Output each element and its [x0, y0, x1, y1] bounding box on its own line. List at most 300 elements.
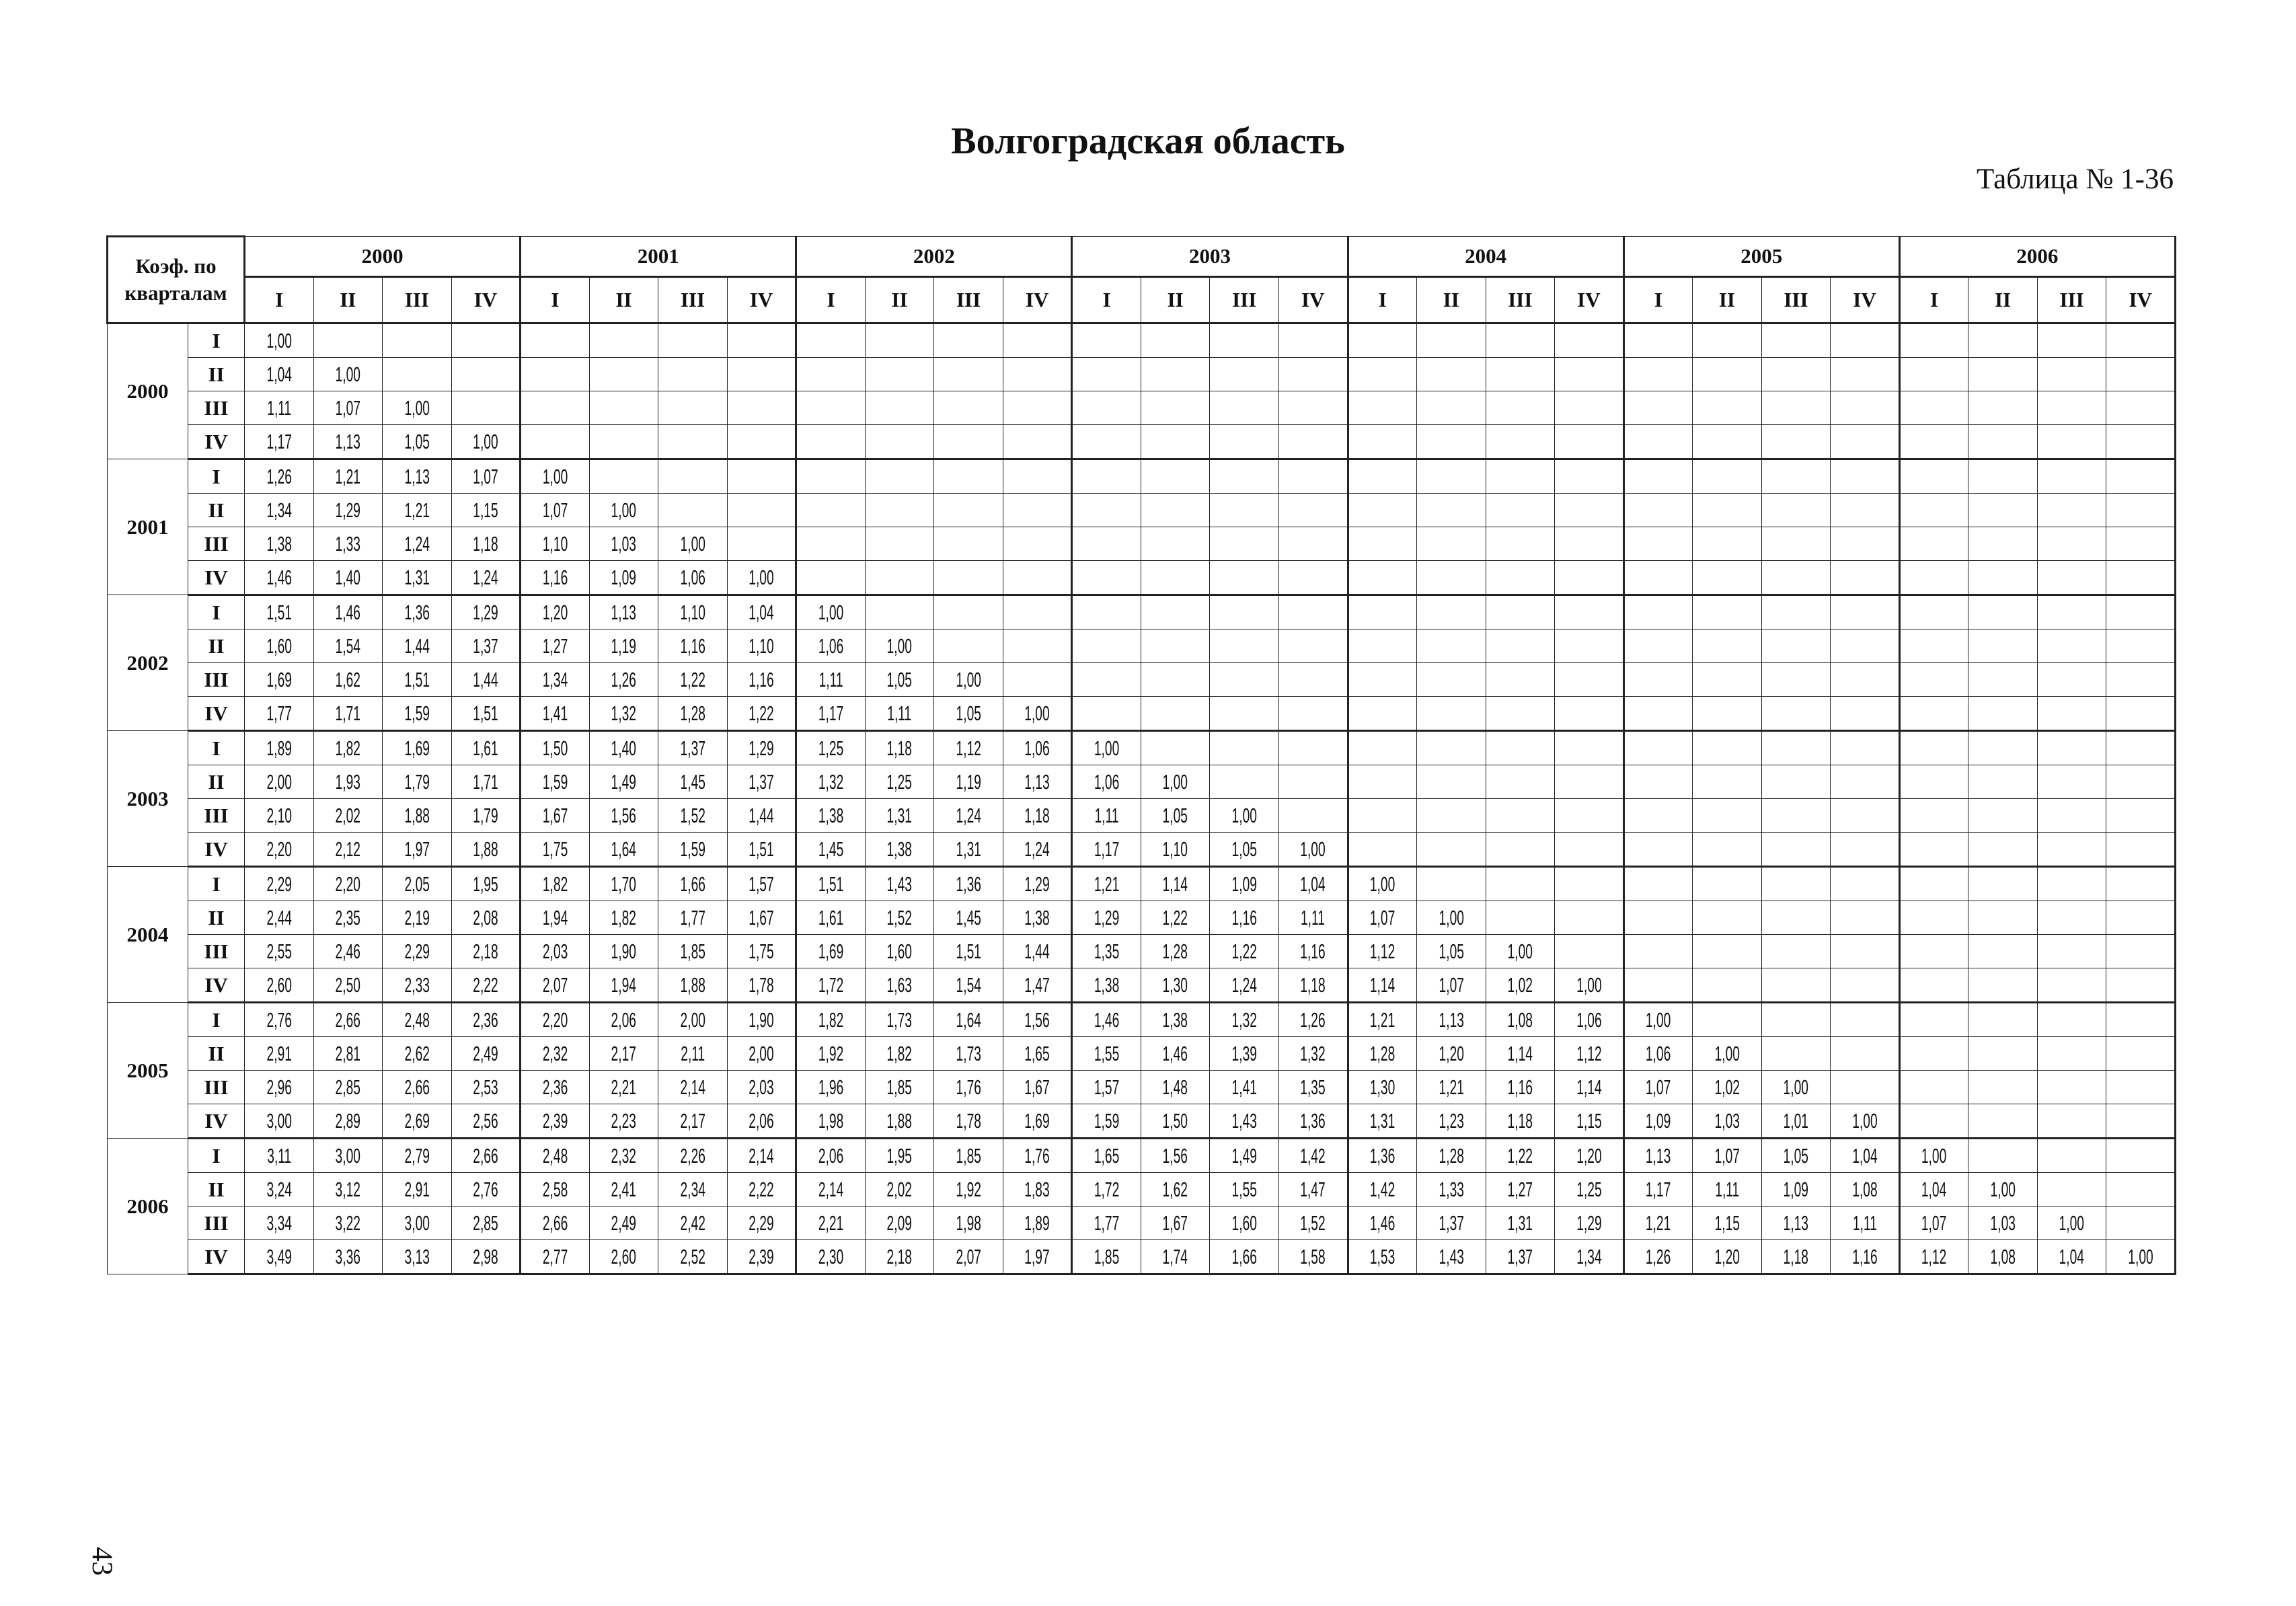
table-cell: 1,00 — [1568, 968, 1611, 1003]
table-cell: 2,46 — [327, 935, 370, 968]
row-quarter-label: III — [188, 391, 245, 425]
row-quarter-label: I — [188, 459, 245, 494]
table-cell — [1775, 867, 1818, 901]
table-cell — [1913, 425, 1956, 459]
table-cell — [1775, 527, 1818, 561]
table-cell — [1223, 697, 1266, 731]
table-cell: 1,93 — [327, 765, 370, 799]
table-cell — [1154, 323, 1197, 358]
row-quarter-label: IV — [188, 425, 245, 459]
table-cell — [1568, 629, 1611, 663]
table-cell — [947, 494, 990, 527]
table-cell — [1913, 1037, 1956, 1071]
table-cell: 1,50 — [533, 731, 576, 765]
table-cell: 1,45 — [809, 833, 852, 867]
table-cell — [1085, 663, 1128, 697]
coefficient-table — [106, 235, 2176, 1275]
table-cell: 1,07 — [1361, 901, 1404, 935]
table-cell — [2051, 1071, 2094, 1104]
table-cell — [1637, 901, 1680, 935]
table-cell — [1292, 561, 1335, 595]
table-cell — [1706, 765, 1749, 799]
table-cell — [1637, 595, 1680, 629]
table-cell — [1981, 833, 2024, 867]
row-quarter-label: IV — [188, 1240, 245, 1274]
table-cell: 1,16 — [1223, 901, 1266, 935]
table-cell: 2,49 — [465, 1037, 508, 1071]
table-cell: 2,19 — [395, 901, 438, 935]
table-cell: 2,91 — [258, 1037, 301, 1071]
table-cell: 1,46 — [1154, 1037, 1197, 1071]
table-cell: 1,36 — [947, 867, 990, 901]
table-cell: 1,24 — [947, 799, 990, 833]
table-cell — [1499, 765, 1542, 799]
row-quarter-label: III — [188, 527, 245, 561]
row-quarter-label: III — [188, 663, 245, 697]
table-cell — [2119, 799, 2162, 833]
table-cell — [1499, 833, 1542, 867]
table-row — [108, 425, 2176, 459]
table-cell: 2,52 — [671, 1240, 714, 1274]
table-cell: 1,07 — [327, 391, 370, 425]
table-cell: 3,22 — [327, 1207, 370, 1240]
table-cell: 2,08 — [465, 901, 508, 935]
table-cell — [1843, 391, 1886, 425]
table-cell: 1,31 — [395, 561, 438, 595]
table-cell: 1,56 — [1154, 1139, 1197, 1173]
table-cell — [1637, 799, 1680, 833]
table-cell: 1,09 — [1223, 867, 1266, 901]
table-cell — [1154, 697, 1197, 731]
table-cell — [671, 459, 714, 494]
table-cell: 1,22 — [1499, 1139, 1542, 1173]
table-cell — [878, 323, 921, 358]
table-cell: 1,00 — [1706, 1037, 1749, 1071]
table-cell: 1,38 — [878, 833, 921, 867]
table-cell: 1,12 — [947, 731, 990, 765]
table-cell — [1016, 425, 1059, 459]
table-cell — [1775, 765, 1818, 799]
table-cell — [809, 459, 852, 494]
table-cell: 2,09 — [878, 1207, 921, 1240]
table-cell: 1,25 — [878, 765, 921, 799]
table-cell — [1775, 697, 1818, 731]
table-cell — [1292, 494, 1335, 527]
table-cell — [1913, 595, 1956, 629]
row-quarter-label: IV — [188, 968, 245, 1003]
table-cell — [740, 494, 783, 527]
table-cell: 1,35 — [1085, 935, 1128, 968]
table-cell: 1,24 — [465, 561, 508, 595]
table-cell — [1706, 527, 1749, 561]
table-cell — [947, 391, 990, 425]
table-cell — [1430, 323, 1473, 358]
table-cell — [878, 527, 921, 561]
table-cell: 1,00 — [1775, 1071, 1818, 1104]
table-cell: 1,29 — [465, 595, 508, 629]
table-cell: 1,00 — [1085, 731, 1128, 765]
table-cell: 1,59 — [533, 765, 576, 799]
table-cell: 2,26 — [671, 1139, 714, 1173]
table-cell: 1,11 — [1292, 901, 1335, 935]
table-cell: 1,75 — [740, 935, 783, 968]
table-cell: 1,31 — [1361, 1104, 1404, 1139]
table-cell: 1,15 — [465, 494, 508, 527]
table-cell: 1,82 — [533, 867, 576, 901]
table-cell: 1,30 — [1361, 1071, 1404, 1104]
table-cell — [1981, 867, 2024, 901]
table-cell: 1,05 — [1223, 833, 1266, 867]
table-cell: 1,04 — [2051, 1240, 2094, 1274]
table-cell: 1,07 — [533, 494, 576, 527]
table-row — [108, 1139, 2176, 1173]
table-cell — [1154, 629, 1197, 663]
table-cell — [1775, 425, 1818, 459]
table-cell — [1913, 731, 1956, 765]
table-cell: 1,27 — [533, 629, 576, 663]
table-cell — [465, 391, 508, 425]
table-cell — [2119, 561, 2162, 595]
table-cell: 1,11 — [1085, 799, 1128, 833]
table-cell: 1,92 — [809, 1037, 852, 1071]
table-cell — [1568, 765, 1611, 799]
table-cell: 1,78 — [947, 1104, 990, 1139]
table-cell — [1637, 697, 1680, 731]
table-cell: 1,00 — [603, 494, 646, 527]
table-row — [108, 561, 2176, 595]
table-cell — [1706, 867, 1749, 901]
table-cell: 1,45 — [671, 765, 714, 799]
table-cell — [1568, 561, 1611, 595]
table-cell — [1223, 358, 1266, 391]
table-cell: 1,21 — [327, 459, 370, 494]
table-cell: 1,50 — [1154, 1104, 1197, 1139]
table-cell: 1,96 — [809, 1071, 852, 1104]
table-cell — [1085, 459, 1128, 494]
table-cell — [603, 323, 646, 358]
table-cell: 1,46 — [1085, 1003, 1128, 1037]
table-cell: 2,39 — [740, 1240, 783, 1274]
table-cell — [1913, 968, 1956, 1003]
table-cell: 1,00 — [1843, 1104, 1886, 1139]
table-cell: 1,95 — [465, 867, 508, 901]
table-cell — [1843, 527, 1886, 561]
quarter-header: III — [1761, 277, 1831, 323]
table-cell: 1,07 — [1913, 1207, 1956, 1240]
quarter-header: III — [934, 277, 1003, 323]
row-quarter-label: III — [188, 1071, 245, 1104]
table-cell — [1430, 527, 1473, 561]
table-cell: 1,60 — [258, 629, 301, 663]
table-cell — [1706, 561, 1749, 595]
table-cell: 1,07 — [465, 459, 508, 494]
table-cell — [1913, 935, 1956, 968]
table-cell: 1,61 — [465, 731, 508, 765]
table-cell: 1,38 — [1154, 1003, 1197, 1037]
table-number: Таблица № 1-36 — [1976, 163, 2174, 195]
table-cell — [1016, 595, 1059, 629]
table-cell — [1981, 731, 2024, 765]
table-cell: 1,51 — [258, 595, 301, 629]
table-cell — [1637, 663, 1680, 697]
table-cell — [947, 459, 990, 494]
table-cell: 1,05 — [1430, 935, 1473, 968]
table-cell: 1,45 — [947, 901, 990, 935]
table-row — [108, 867, 2176, 901]
year-header: 2001 — [521, 237, 796, 277]
table-cell — [1913, 765, 1956, 799]
table-cell — [809, 494, 852, 527]
table-cell — [1085, 391, 1128, 425]
table-cell: 2,21 — [603, 1071, 646, 1104]
table-cell — [1775, 799, 1818, 833]
table-cell: 2,12 — [327, 833, 370, 867]
table-cell: 1,16 — [740, 663, 783, 697]
table-cell — [740, 391, 783, 425]
table-cell: 1,03 — [1706, 1104, 1749, 1139]
table-cell: 3,13 — [395, 1240, 438, 1274]
table-cell — [1843, 901, 1886, 935]
row-year-label: 2006 — [108, 1139, 188, 1274]
table-cell: 1,85 — [947, 1139, 990, 1173]
table-cell: 1,00 — [2051, 1207, 2094, 1240]
table-cell — [1223, 629, 1266, 663]
quarter-header: IV — [727, 277, 796, 323]
table-row — [108, 833, 2176, 867]
table-cell — [1085, 527, 1128, 561]
table-cell: 1,40 — [327, 561, 370, 595]
table-cell — [1085, 494, 1128, 527]
table-cell — [533, 391, 576, 425]
table-cell — [878, 358, 921, 391]
table-cell: 1,13 — [395, 459, 438, 494]
table-cell — [1843, 629, 1886, 663]
table-cell — [1843, 765, 1886, 799]
table-cell — [1499, 425, 1542, 459]
row-year-label: 2002 — [108, 595, 188, 731]
table-cell — [1154, 731, 1197, 765]
table-row — [108, 527, 2176, 561]
table-cell: 1,31 — [947, 833, 990, 867]
table-cell — [1016, 391, 1059, 425]
table-cell — [1775, 629, 1818, 663]
table-cell — [1292, 663, 1335, 697]
table-cell: 1,52 — [878, 901, 921, 935]
table-cell — [2051, 391, 2094, 425]
table-cell: 2,76 — [258, 1003, 301, 1037]
table-cell: 1,43 — [878, 867, 921, 901]
quarter-header: II — [1141, 277, 1210, 323]
table-cell — [1016, 494, 1059, 527]
table-cell: 2,17 — [603, 1037, 646, 1071]
table-cell: 1,34 — [1568, 1240, 1611, 1274]
table-cell — [603, 358, 646, 391]
table-cell — [2119, 867, 2162, 901]
table-cell — [1361, 358, 1404, 391]
table-cell — [1843, 1037, 1886, 1071]
table-cell — [2051, 697, 2094, 731]
table-cell: 1,16 — [671, 629, 714, 663]
table-cell — [1843, 494, 1886, 527]
table-cell: 2,60 — [603, 1240, 646, 1274]
table-cell — [1706, 629, 1749, 663]
table-cell: 1,03 — [603, 527, 646, 561]
table-cell — [1981, 1003, 2024, 1037]
table-cell: 1,53 — [1361, 1240, 1404, 1274]
table-cell: 1,24 — [395, 527, 438, 561]
table-cell: 1,23 — [1430, 1104, 1473, 1139]
table-cell — [1843, 1003, 1886, 1037]
table-cell — [1775, 1003, 1818, 1037]
table-cell: 1,74 — [1154, 1240, 1197, 1274]
table-cell — [1775, 459, 1818, 494]
table-cell: 1,26 — [603, 663, 646, 697]
table-cell — [1292, 425, 1335, 459]
table-cell — [1637, 731, 1680, 765]
table-cell: 2,36 — [465, 1003, 508, 1037]
table-cell: 1,67 — [533, 799, 576, 833]
table-cell: 1,37 — [465, 629, 508, 663]
table-cell — [1981, 968, 2024, 1003]
table-cell: 1,61 — [809, 901, 852, 935]
table-cell — [2119, 663, 2162, 697]
table-cell: 2,85 — [465, 1207, 508, 1240]
year-header: 2002 — [796, 237, 1072, 277]
quarter-header: I — [521, 277, 590, 323]
table-cell: 2,07 — [947, 1240, 990, 1274]
table-cell: 1,05 — [878, 663, 921, 697]
row-quarter-label: I — [188, 731, 245, 765]
table-cell — [1775, 731, 1818, 765]
table-cell: 2,48 — [533, 1139, 576, 1173]
table-cell: 1,29 — [1085, 901, 1128, 935]
table-cell — [1430, 459, 1473, 494]
table-cell — [1154, 459, 1197, 494]
table-cell — [2119, 527, 2162, 561]
table-cell: 2,62 — [395, 1037, 438, 1071]
table-cell — [2051, 799, 2094, 833]
table-cell — [1981, 765, 2024, 799]
table-cell — [1775, 358, 1818, 391]
table-cell: 1,90 — [740, 1003, 783, 1037]
table-cell — [1154, 391, 1197, 425]
table-cell: 1,21 — [1085, 867, 1128, 901]
table-cell: 1,38 — [1016, 901, 1059, 935]
table-cell — [2119, 1037, 2162, 1071]
table-cell — [740, 323, 783, 358]
table-cell: 1,20 — [1706, 1240, 1749, 1274]
table-cell — [1981, 799, 2024, 833]
quarter-header: IV — [1831, 277, 1900, 323]
table-cell — [671, 425, 714, 459]
table-row — [108, 663, 2176, 697]
table-cell — [1223, 595, 1266, 629]
table-row — [108, 358, 2176, 391]
table-cell: 2,36 — [533, 1071, 576, 1104]
table-cell — [1085, 425, 1128, 459]
table-cell — [1843, 833, 1886, 867]
row-quarter-label: I — [188, 1003, 245, 1037]
table-row — [108, 323, 2176, 358]
table-cell — [1637, 425, 1680, 459]
table-cell: 3,12 — [327, 1173, 370, 1207]
table-cell — [1981, 935, 2024, 968]
table-cell: 3,00 — [327, 1139, 370, 1173]
table-cell: 1,76 — [947, 1071, 990, 1104]
table-cell: 1,40 — [603, 731, 646, 765]
table-cell — [1154, 494, 1197, 527]
table-cell: 2,30 — [809, 1240, 852, 1274]
table-cell: 1,92 — [947, 1173, 990, 1207]
year-header: 2003 — [1072, 237, 1348, 277]
table-cell: 1,57 — [1085, 1071, 1128, 1104]
table-cell — [1981, 663, 2024, 697]
table-cell: 1,69 — [258, 663, 301, 697]
table-cell — [1637, 527, 1680, 561]
table-cell: 2,98 — [465, 1240, 508, 1274]
row-quarter-label: III — [188, 799, 245, 833]
table-cell — [1154, 561, 1197, 595]
table-cell — [1361, 323, 1404, 358]
table-cell: 1,88 — [465, 833, 508, 867]
table-cell — [1981, 697, 2024, 731]
table-cell — [1430, 494, 1473, 527]
table-cell — [395, 323, 438, 358]
table-cell: 1,13 — [603, 595, 646, 629]
table-cell — [1706, 731, 1749, 765]
row-quarter-label: II — [188, 1173, 245, 1207]
row-year-label: 2000 — [108, 323, 188, 459]
table-cell: 1,09 — [1637, 1104, 1680, 1139]
table-cell — [1843, 968, 1886, 1003]
table-cell — [1637, 629, 1680, 663]
table-cell — [1016, 561, 1059, 595]
table-cell — [1981, 527, 2024, 561]
table-cell: 2,50 — [327, 968, 370, 1003]
table-cell — [1154, 595, 1197, 629]
table-cell: 1,06 — [1568, 1003, 1611, 1037]
table-cell — [1085, 561, 1128, 595]
table-cell: 1,00 — [809, 595, 852, 629]
corner-label: Коэф. по кварталам — [108, 237, 245, 323]
table-cell: 2,14 — [671, 1071, 714, 1104]
table-cell — [1292, 629, 1335, 663]
table-cell: 1,79 — [465, 799, 508, 833]
table-row — [108, 765, 2176, 799]
table-cell: 1,32 — [809, 765, 852, 799]
table-cell: 1,35 — [1292, 1071, 1335, 1104]
table-cell: 1,10 — [740, 629, 783, 663]
table-cell: 1,00 — [395, 391, 438, 425]
table-cell — [1430, 799, 1473, 833]
table-cell: 2,06 — [740, 1104, 783, 1139]
table-cell: 2,34 — [671, 1173, 714, 1207]
table-cell: 1,13 — [1016, 765, 1059, 799]
table-cell — [1430, 697, 1473, 731]
table-cell — [1292, 697, 1335, 731]
year-header-row — [108, 237, 2176, 277]
row-quarter-label: II — [188, 358, 245, 391]
table-cell: 1,04 — [1913, 1173, 1956, 1207]
quarter-header: II — [589, 277, 658, 323]
table-cell — [533, 358, 576, 391]
table-cell: 1,20 — [1568, 1139, 1611, 1173]
table-cell — [2119, 358, 2162, 391]
table-cell: 2,29 — [740, 1207, 783, 1240]
table-cell: 1,20 — [1430, 1037, 1473, 1071]
table-cell — [1223, 425, 1266, 459]
table-cell: 1,33 — [327, 527, 370, 561]
